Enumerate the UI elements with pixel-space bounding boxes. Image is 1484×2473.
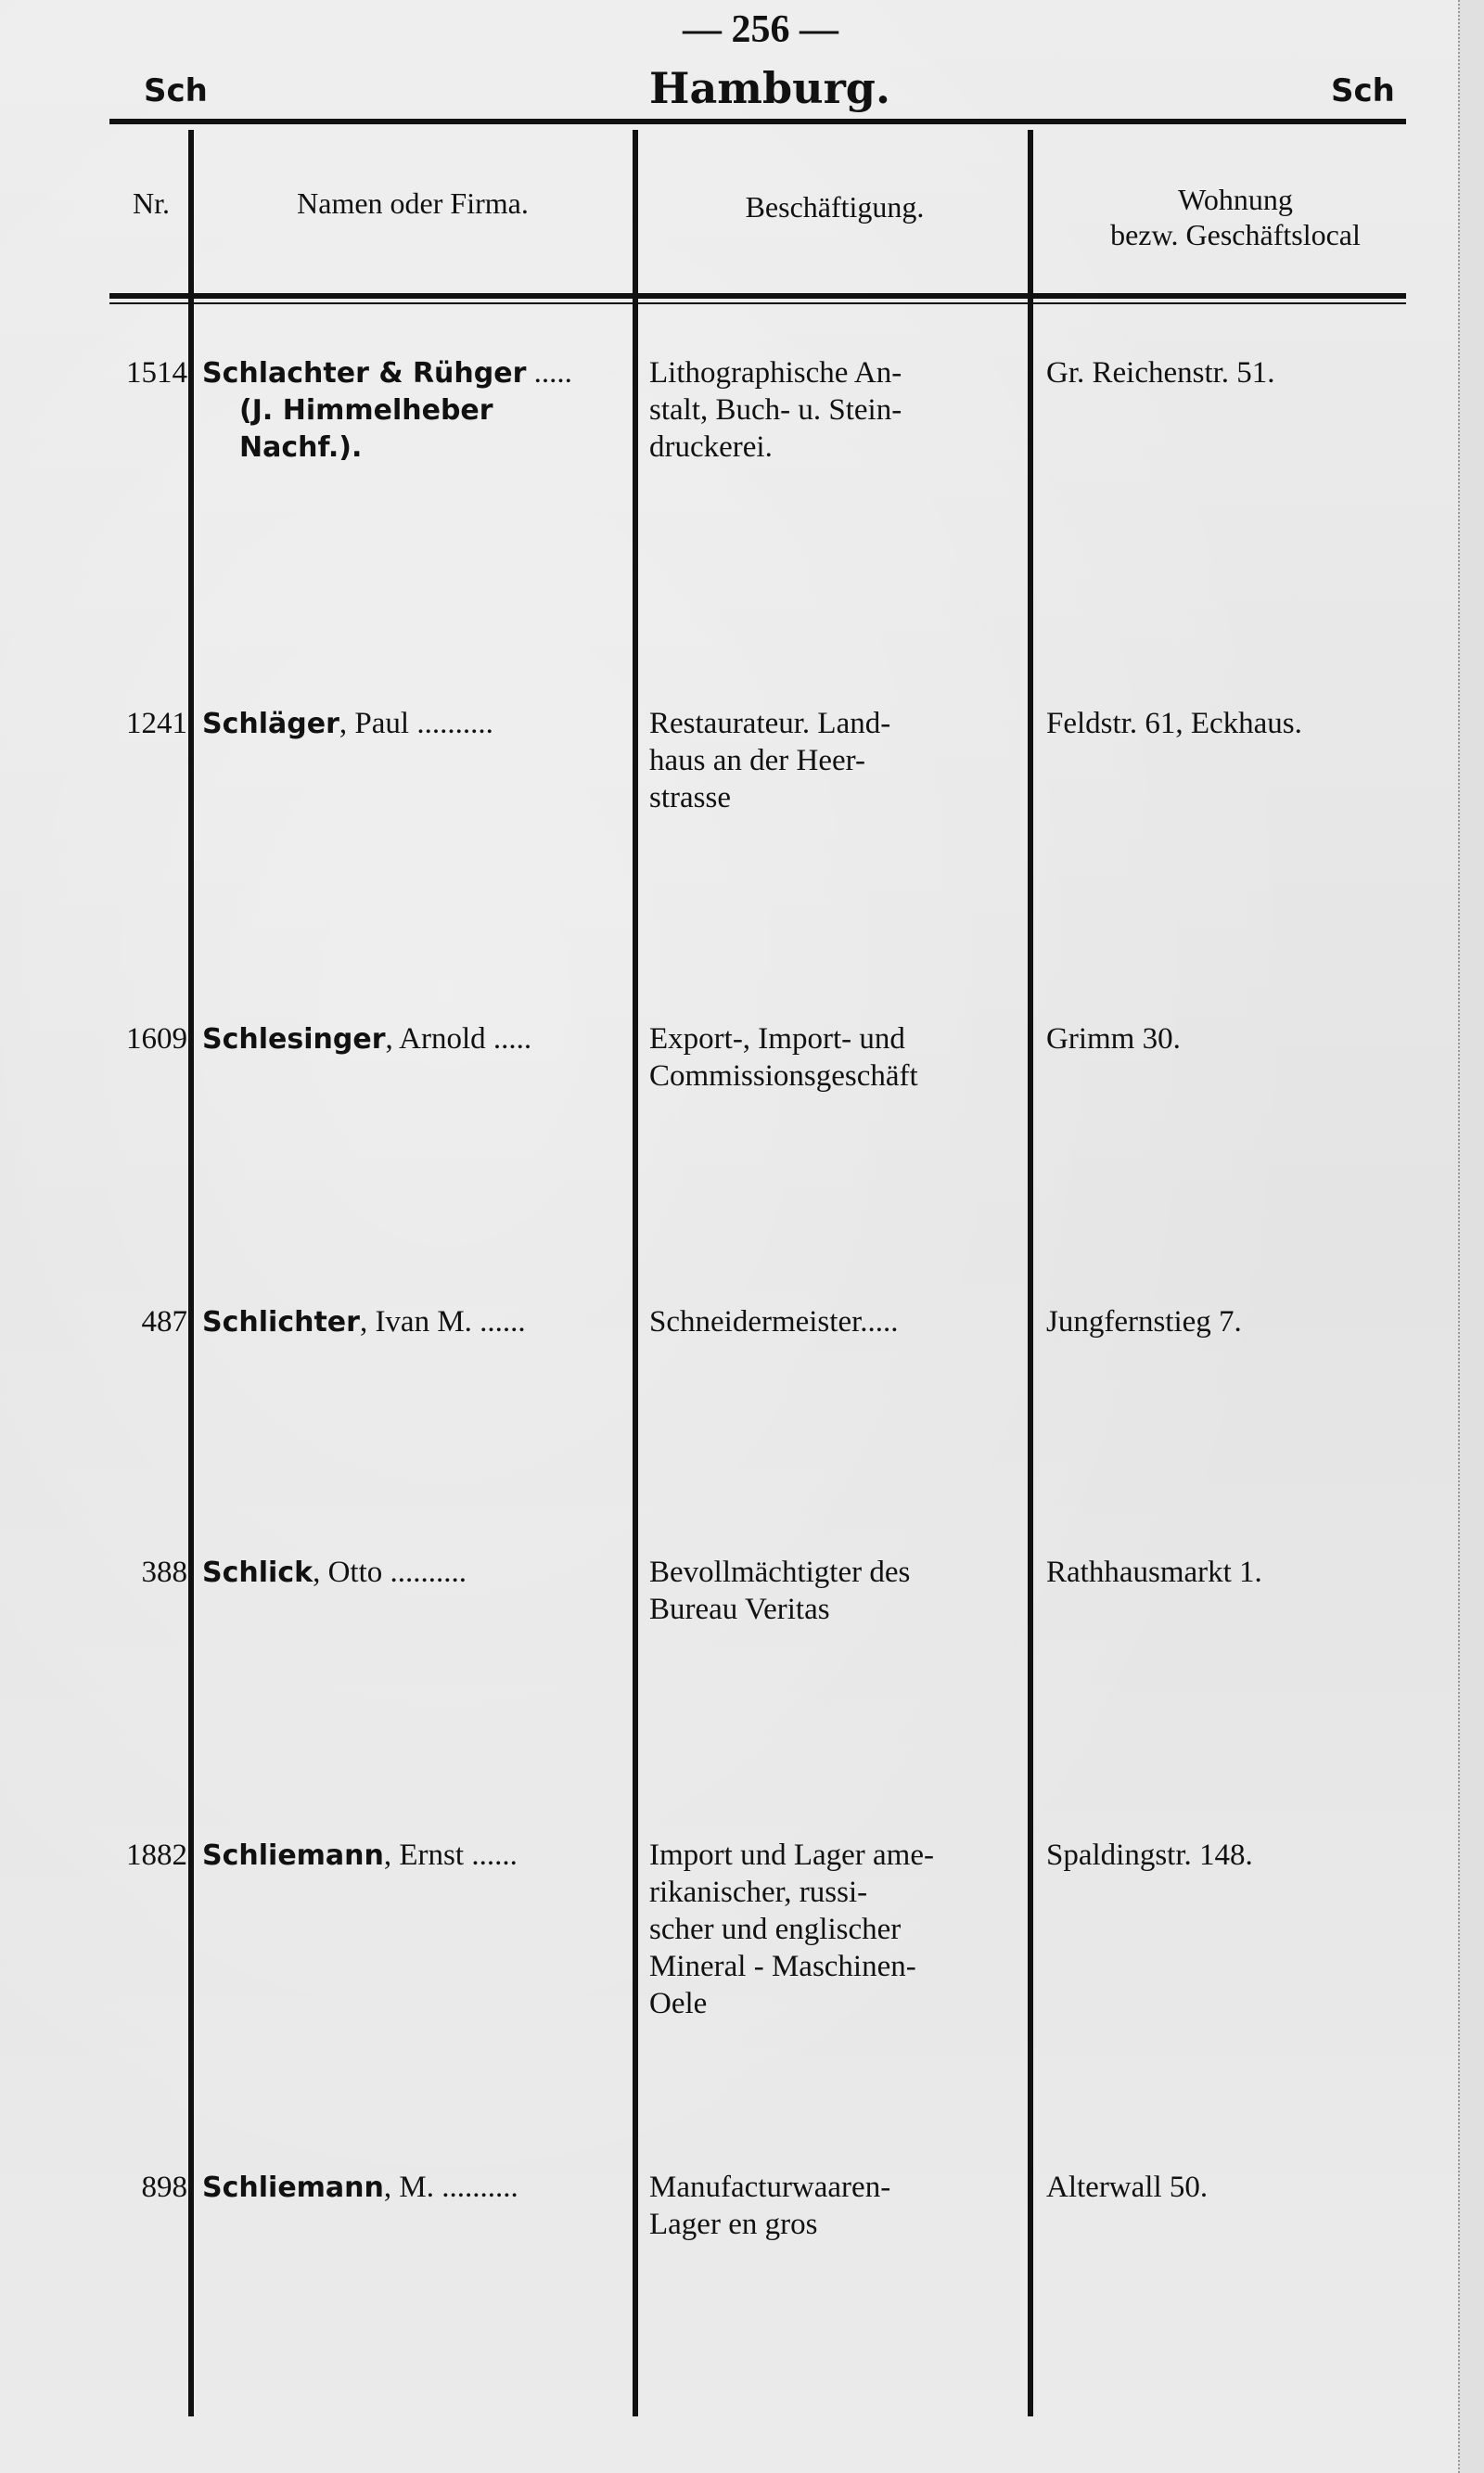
entry-occupation-line: stalt, Buch- u. Stein- xyxy=(649,393,902,427)
running-head-city: Hamburg. xyxy=(649,63,890,113)
entry-address: Gr. Reichenstr. 51. xyxy=(1046,356,1275,390)
page-edge xyxy=(1458,0,1484,2473)
entry-given-name: , M. xyxy=(383,2171,434,2204)
entry-number: 1241 xyxy=(126,707,187,740)
entry-number: 1514 xyxy=(126,356,187,390)
entry-occupation xyxy=(649,1020,1016,1095)
entry-given-name: , Arnold xyxy=(385,1022,486,1056)
entry-occupation-line: strasse xyxy=(649,781,731,814)
entry-occupation-line: Import und Lager ame- xyxy=(649,1839,934,1872)
entry-occupation xyxy=(649,1303,1016,1340)
page-number: — 256 — xyxy=(683,8,838,51)
entry-address: Feldstr. 61, Eckhaus. xyxy=(1046,707,1302,740)
entry-surname: Schlachter & Rühger xyxy=(202,357,527,390)
entry-number: 1882 xyxy=(126,1839,187,1872)
header-rule xyxy=(109,293,1406,299)
entry-given-name: , Ernst xyxy=(383,1839,465,1872)
entry-leader-dots: .......... xyxy=(382,1556,467,1589)
running-head-right: Sch xyxy=(1331,72,1395,109)
entry-occupation xyxy=(649,705,1016,816)
header-occupation: Beschäftigung. xyxy=(745,190,925,224)
entry-occupation-line: Bevollmächtigter des xyxy=(649,1556,911,1589)
entry-surname: Schlichter xyxy=(202,1306,360,1339)
header-address-line2: bezw. Geschäftslocal xyxy=(1110,218,1361,251)
entry-number: 1609 xyxy=(126,1022,187,1056)
entry-name xyxy=(202,2169,621,2207)
entry-occupation-line: Mineral - Maschinen- xyxy=(649,1950,916,1983)
entry-leader-dots: .......... xyxy=(409,707,493,740)
entry-occupation-line: Export-, Import- und xyxy=(649,1022,905,1056)
entry-occupation-line: Restaurateur. Land- xyxy=(649,707,891,740)
column-rule-3 xyxy=(1028,130,1033,2416)
entry-number: 487 xyxy=(141,1305,187,1339)
entry-number: 388 xyxy=(141,1556,187,1589)
entry-occupation xyxy=(649,354,1016,466)
entry-surname: Schläger xyxy=(202,708,339,740)
header-nr: Nr. xyxy=(133,186,170,220)
entry-occupation-line: Lager en gros xyxy=(649,2208,818,2241)
entry-number: 898 xyxy=(141,2171,187,2204)
entry-name xyxy=(202,705,621,743)
entry-occupation xyxy=(649,2169,1016,2243)
entry-surname: Schliemann xyxy=(202,1839,384,1872)
top-rule xyxy=(109,119,1406,124)
entry-occupation-line: druckerei. xyxy=(649,430,773,464)
entry-given-name: , Otto xyxy=(313,1556,383,1589)
entry-occupation-line: Bureau Veritas xyxy=(649,1593,830,1626)
entry-leader-dots: ..... xyxy=(526,356,572,390)
header-name: Namen oder Firma. xyxy=(297,186,529,220)
entry-occupation-line: haus an der Heer- xyxy=(649,744,865,777)
entry-given-name: , Ivan M. xyxy=(359,1305,472,1339)
entry-occupation-line: Lithographische An- xyxy=(649,356,902,390)
entry-name xyxy=(202,1303,621,1341)
entry-name xyxy=(202,1554,621,1592)
entry-occupation-line: Commissionsgeschäft xyxy=(649,1059,918,1093)
entry-occupation xyxy=(649,1837,1016,2022)
entry-occupation-line: scher und englischer xyxy=(649,1913,902,1946)
entry-surname: Schliemann xyxy=(202,2172,384,2204)
entry-given-name: , Paul xyxy=(339,707,410,740)
entry-occupation xyxy=(649,1554,1016,1628)
entry-name xyxy=(202,354,621,467)
entry-name-note: (J. Himmelheber Nachf.). xyxy=(239,394,493,464)
header-rule-thin xyxy=(109,302,1406,304)
entry-leader-dots: .......... xyxy=(433,2171,518,2204)
entry-address: Grimm 30. xyxy=(1046,1022,1181,1056)
entry-occupation-line: rikanischer, russi- xyxy=(649,1876,868,1909)
entry-leader-dots: ...... xyxy=(471,1305,526,1339)
entry-name xyxy=(202,1020,621,1058)
entry-surname: Schlick xyxy=(202,1557,313,1589)
entry-address: Alterwall 50. xyxy=(1046,2171,1209,2204)
entry-leader-dots: ..... xyxy=(485,1022,532,1056)
entry-occupation-line: Schneidermeister..... xyxy=(649,1305,899,1339)
column-rule-2 xyxy=(633,130,638,2416)
entry-leader-dots: ...... xyxy=(464,1839,518,1872)
entry-occupation-line: Manufacturwaaren- xyxy=(649,2171,891,2204)
header-address-line1: Wohnung xyxy=(1178,183,1293,216)
header-address xyxy=(1031,182,1439,252)
entry-name xyxy=(202,1837,621,1875)
entry-address: Rathhausmarkt 1. xyxy=(1046,1556,1262,1589)
entry-address: Jungfernstieg 7. xyxy=(1046,1305,1242,1339)
entry-surname: Schlesinger xyxy=(202,1023,386,1056)
running-head-left: Sch xyxy=(144,72,208,109)
column-rule-1 xyxy=(188,130,194,2416)
entry-address: Spaldingstr. 148. xyxy=(1046,1839,1253,1872)
entry-occupation-line: Oele xyxy=(649,1987,708,2020)
